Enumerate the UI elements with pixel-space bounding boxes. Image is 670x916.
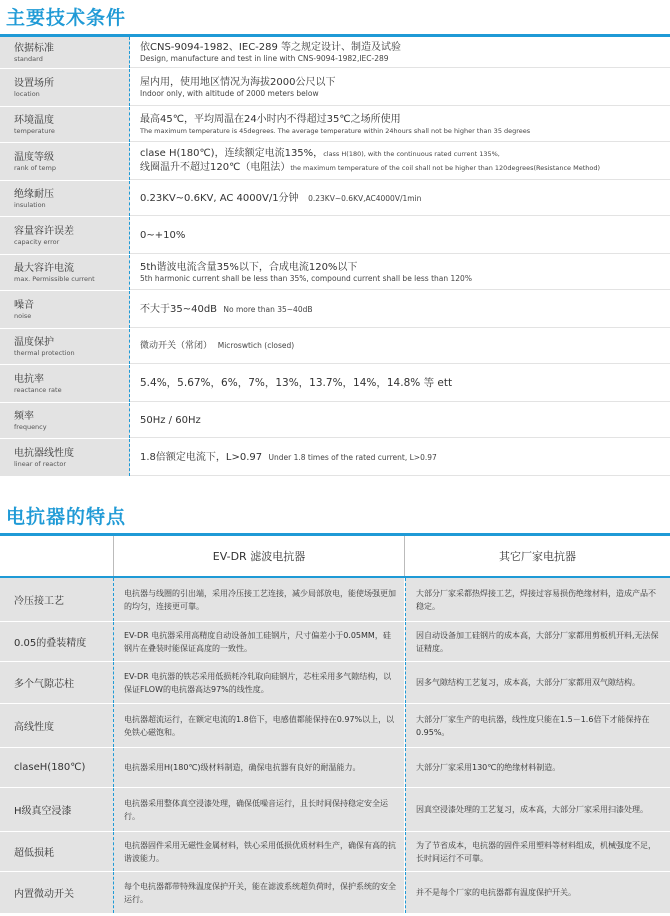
spec-value-cn: 5.4%，5.67%，6%，7%，13%，13.7%，14%，14.8% 等 ett <box>140 376 453 389</box>
spec-row-linearity <box>0 439 670 477</box>
spec-value-en: The maximum temperature is 45degrees. The average temperature within 24hours shall not be higher than 35 degrees <box>140 126 531 135</box>
spec-value-cn: 线圈温升不超过120℃（电阻法） <box>140 162 291 173</box>
spec-value-cn: 5th谐波电流含量35%以下，合成电流120%以下 <box>140 261 358 273</box>
feature-ev-dr-text: 电抗器与线圈的引出端，采用冷压接工艺连接，减少局部放电，能使场强更加的均匀，连接更可靠。 <box>113 578 405 621</box>
spec-value-en: Design, manufacture and test in line with CNS-9094-1982,IEC-289 <box>140 53 389 63</box>
spec-value <box>130 37 670 68</box>
feature-label: 内置微动开关 <box>0 872 113 913</box>
feature-others-text: 因多气隙结构工艺复习，成本高，大部分厂家都用双气隙结构。 <box>405 662 670 703</box>
spec-label-en: thermal protection <box>14 348 75 357</box>
spec-value-line2 <box>140 161 670 175</box>
spec-label-cn: 环境温度 <box>14 114 54 126</box>
spec-label <box>0 107 130 142</box>
spec-label-en: capacity error <box>14 237 60 246</box>
section-title-specs: 主要技术条件 <box>6 7 127 29</box>
feature-others-text: 并不是每个厂家的电抗器都有温度保护开关。 <box>405 872 670 913</box>
spec-label <box>0 329 130 364</box>
feature-row <box>0 832 670 872</box>
feature-others-text: 为了节省成本，电抗器的固件采用塑料等材料组成，机械强度不足，长时间运行不可靠。 <box>405 832 670 871</box>
spec-value-cn: 0.23KV~0.6KV, AC 4000V/1分钟 <box>140 192 299 204</box>
spec-label-en: max. Permissible current <box>14 274 95 283</box>
spec-label-en: rank of temp <box>14 163 56 172</box>
feature-others-text: 大部分厂家生产的电抗器，线性度只能在1.5－1.6倍下才能保持在0.95%。 <box>405 704 670 747</box>
spec-label-cn: 电抗率 <box>14 373 44 385</box>
spec-value-cn: 依CNS-9094-1982、IEC-289 等之规定设计、制造及试验 <box>140 41 402 53</box>
spec-label-en: noise <box>14 311 32 320</box>
header-ev-dr: EV-DR 滤波电抗器 <box>113 536 405 576</box>
feature-label: H级真空浸漆 <box>0 788 113 831</box>
section-title-features: 电抗器的特点 <box>6 506 127 528</box>
spec-label <box>0 69 130 106</box>
feature-row <box>0 704 670 748</box>
spec-value-cn: 不大于35~40dB <box>140 303 218 315</box>
spec-label-en: linear of reactor <box>14 459 67 468</box>
spec-label <box>0 403 130 438</box>
feature-row <box>0 662 670 704</box>
spec-row-reactance-rate <box>0 365 670 403</box>
feature-ev-dr-text: 每个电抗器都带特殊温度保护开关，能在滤波系统超负荷时，保护系统的安全运行。 <box>113 872 405 913</box>
feature-label: claseH(180℃) <box>0 748 113 787</box>
spec-value-en: Under 1.8 times of the rated current, L>0.97 <box>268 452 437 462</box>
spec-label <box>0 255 130 290</box>
spec-label-cn: 噪音 <box>14 299 34 311</box>
spec-value-cn: 屋内用，使用地区情况为海拔2000公尺以下 <box>140 76 336 88</box>
spec-label <box>0 181 130 216</box>
spec-value-line1 <box>140 147 670 161</box>
spec-value-cn: 1.8倍额定电流下，L>0.97 <box>140 451 263 463</box>
spec-value-en: Indoor only, with altitude of 2000 meters below <box>140 88 319 98</box>
spec-value <box>130 365 670 402</box>
header-blank <box>0 536 113 576</box>
spec-value-line <box>140 303 670 316</box>
spec-row-temperature <box>0 107 670 143</box>
spec-label <box>0 291 130 328</box>
feature-label: 冷压接工艺 <box>0 578 113 621</box>
spec-label <box>0 365 130 402</box>
spec-value-cn: 微动开关（常闭） <box>140 341 213 351</box>
spec-label-en: reactance rate <box>14 385 62 394</box>
spec-label-cn: 设置场所 <box>14 77 54 89</box>
feature-ev-dr-text: 电抗器采用整体真空浸漆处理，确保低噪音运行，且长时间保持稳定安全运行。 <box>113 788 405 831</box>
spec-value-cn: 50Hz / 60Hz <box>140 414 201 426</box>
spec-value <box>130 403 670 438</box>
spec-label-en: standard <box>14 54 43 63</box>
spec-value <box>130 439 670 476</box>
feature-row <box>0 748 670 788</box>
spec-label-cn: 依据标准 <box>14 42 54 54</box>
spec-label-cn: 频率 <box>14 410 34 422</box>
spec-value-cn: 0~+10% <box>140 229 186 241</box>
feature-label: 高线性度 <box>0 704 113 747</box>
spec-value-en: 5th harmonic current shall be less than 35%, compound current shall be less than 120% <box>140 273 472 283</box>
spec-label-en: insulation <box>14 200 46 209</box>
spec-value-en: the maximum temperature of the coil shall not be higher than 120degrees(Resistance Method) <box>290 164 601 172</box>
feature-ev-dr-text: 电抗器固件采用无磁性金属材料，铁心采用低损优质材料生产，确保有高的抗谐波能力。 <box>113 832 405 871</box>
feature-row <box>0 788 670 832</box>
spec-label-cn: 容量容许误差 <box>14 225 74 237</box>
spec-row-frequency <box>0 403 670 439</box>
spec-value-line <box>140 192 670 205</box>
spec-row-location <box>0 69 670 107</box>
header-others: 其它厂家电抗器 <box>499 550 576 563</box>
feature-others-text: 大部分厂家采用130℃的绝缘材料制造。 <box>405 748 670 787</box>
spec-value <box>130 255 670 290</box>
feature-ev-dr-text: EV-DR 电抗器的铁芯采用低损耗冷轧取向硅钢片，芯柱采用多气隙结构，以保证FLOW的电抗器高达97%的线性度。 <box>113 662 405 703</box>
spec-row-standard <box>0 37 670 69</box>
spec-value <box>130 143 670 180</box>
spec-label-cn: 温度等级 <box>14 151 54 163</box>
spec-value-cn: 最高45℃，平均周温在24小时内不得超过35℃之场所使用 <box>140 113 401 125</box>
spec-label-en: location <box>14 89 40 98</box>
spec-value <box>130 217 670 254</box>
spec-label-cn: 温度保护 <box>14 336 54 348</box>
spec-row-insulation <box>0 181 670 217</box>
spec-value <box>130 107 670 142</box>
spec-label-cn: 最大容许电流 <box>14 262 74 274</box>
spec-value <box>130 291 670 328</box>
spec-value <box>130 329 670 364</box>
spec-value-line <box>140 339 670 353</box>
spec-row-thermal-protection <box>0 329 670 365</box>
feature-label: 0.05的叠装精度 <box>0 622 113 661</box>
feature-ev-dr-text: EV-DR 电抗器采用高精度自动设备加工硅钢片，尺寸偏差小于0.05MM，硅钢片在叠装时能保证高度的一致性。 <box>113 622 405 661</box>
spec-row-noise <box>0 291 670 329</box>
spec-row-temp-rank <box>0 143 670 181</box>
feature-row <box>0 872 670 914</box>
feature-label: 多个气隙芯柱 <box>0 662 113 703</box>
spec-row-capacity-error <box>0 217 670 255</box>
spec-label-en: frequency <box>14 422 47 431</box>
feature-others-text: 因自动设备加工硅钢片的成本高，大部分厂家都用剪板机开料,无法保证精度。 <box>405 622 670 661</box>
features-table <box>0 536 670 914</box>
spec-value-en: 0.23KV~0.6KV,AC4000V/1min <box>308 193 422 203</box>
spec-value-en: class H(180), with the continuous rated current 135%, <box>323 150 500 158</box>
features-header <box>0 536 670 578</box>
spec-row-max-current <box>0 255 670 291</box>
spec-value-en: No more than 35~40dB <box>223 304 313 314</box>
spec-value <box>130 69 670 106</box>
spec-value-line <box>140 451 670 464</box>
spec-label <box>0 37 130 68</box>
spec-value-en: Microswtich (closed) <box>217 341 295 350</box>
spec-label <box>0 143 130 180</box>
feature-others-text: 因真空浸漆处理的工艺复习，成本高，大部分厂家采用扫漆处理。 <box>405 788 670 831</box>
spec-label <box>0 217 130 254</box>
spec-label-cn: 绝缘耐压 <box>14 188 54 200</box>
feature-ev-dr-text: 电抗器采用H(180℃)级材料制造，确保电抗器有良好的耐温能力。 <box>113 748 405 787</box>
spec-label-cn: 电抗器线性度 <box>14 447 74 459</box>
feature-row <box>0 622 670 662</box>
spec-value <box>130 181 670 216</box>
spec-label <box>0 439 130 476</box>
specs-table <box>0 37 670 477</box>
spec-label-en: temperature <box>14 126 55 135</box>
feature-label: 超低损耗 <box>0 832 113 871</box>
feature-ev-dr-text: 电抗器超流运行，在额定电流的1.8倍下，电感值都能保持在0.97%以上，以免铁心磁饱和。 <box>113 704 405 747</box>
spec-value-cn: clase H(180℃)，连续额定电流135%， <box>140 148 324 159</box>
feature-others-text: 大部分厂家采都热焊接工艺，焊接过容易损伤绝缘材料，造成产品不稳定。 <box>405 578 670 621</box>
feature-row <box>0 578 670 622</box>
